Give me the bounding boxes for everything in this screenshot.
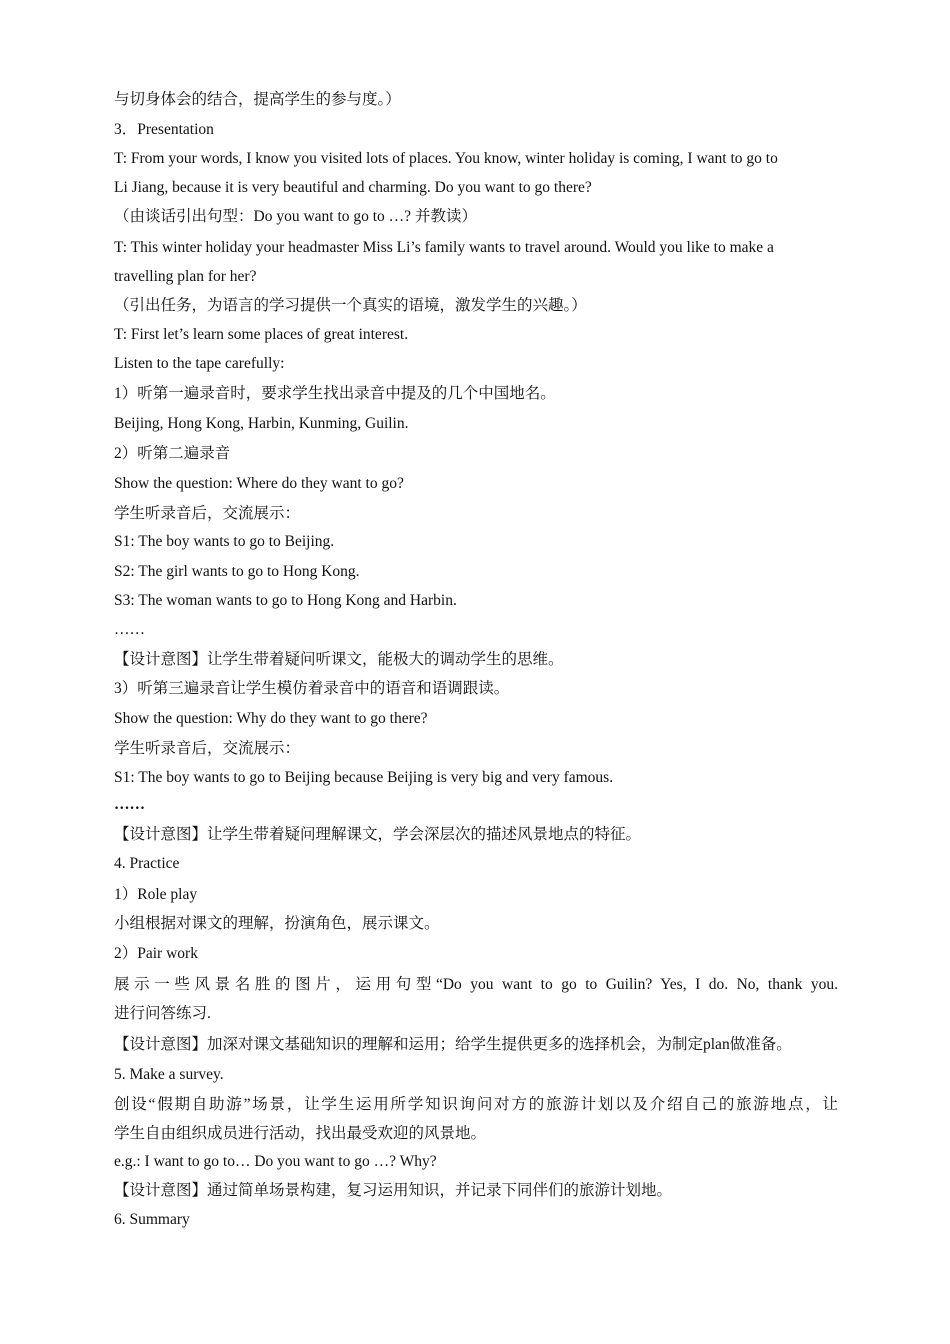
text-line: Show the question: Where do they want to go? bbox=[114, 475, 404, 492]
text-line: 2）听第二遍录音 bbox=[114, 445, 231, 462]
ellipsis-line: …… bbox=[114, 621, 145, 638]
section-heading-practice: 4. Practice bbox=[114, 855, 180, 872]
text-line: 学生自由组织成员进行活动，找出最受欢迎的风景地。 bbox=[114, 1125, 487, 1142]
text-line: T: First let’s learn some places of great interest. bbox=[114, 326, 409, 343]
text-line: S1: The boy wants to go to Beijing. bbox=[114, 533, 335, 550]
text-line: 展示一些风景名胜的图片，运用句型“Do you want to go to Guilin? Yes, I do. No, thank you. bbox=[114, 976, 838, 993]
text-line: 学生听录音后，交流展示： bbox=[114, 740, 301, 757]
design-intent-note: 【设计意图】加深对课文基础知识的理解和运用；给学生提供更多的选择机会，为制定plan做准备。 bbox=[114, 1036, 792, 1053]
text-line: （引出任务，为语言的学习提供一个真实的语境，激发学生的兴趣。） bbox=[114, 297, 587, 314]
text-line: T: This winter holiday your headmaster Miss Li’s family wants to travel around. Would you like to make a bbox=[114, 239, 774, 256]
text-line: Listen to the tape carefully: bbox=[114, 355, 285, 372]
design-intent-note: 【设计意图】让学生带着疑问听课文，能极大的调动学生的思维。 bbox=[114, 651, 564, 668]
text-line: 学生听录音后，交流展示： bbox=[114, 505, 301, 522]
section-heading-presentation: 3．Presentation bbox=[114, 121, 214, 138]
ellipsis-line: …… bbox=[114, 796, 145, 813]
text-line: 2）Pair work bbox=[114, 945, 198, 962]
design-intent-note: 【设计意图】通过简单场景构建，复习运用知识，并记录下同伴们的旅游计划地。 bbox=[114, 1182, 673, 1199]
text-line: Li Jiang, because it is very beautiful and charming. Do you want to go there? bbox=[114, 179, 592, 196]
text-line: 1）Role play bbox=[114, 886, 198, 903]
text-line: 3）听第三遍录音让学生模仿着录音中的语音和语调跟读。 bbox=[114, 680, 510, 697]
text-line: e.g.: I want to go to… Do you want to go …? Why? bbox=[114, 1153, 437, 1170]
text-line: travelling plan for her? bbox=[114, 268, 257, 285]
section-heading-survey: 5. Make a survey. bbox=[114, 1066, 224, 1083]
text-line: 小组根据对课文的理解，扮演角色，展示课文。 bbox=[114, 915, 440, 932]
text-line: 进行问答练习. bbox=[114, 1005, 211, 1022]
text-line: S3: The woman wants to go to Hong Kong and Harbin. bbox=[114, 592, 457, 609]
text-line: 创设“假期自助游”场景，让学生运用所学知识询问对方的旅游计划以及介绍自己的旅游地点，让 bbox=[114, 1096, 838, 1113]
text-line: （由谈话引出句型：Do you want to go to …? 并教读） bbox=[114, 208, 477, 225]
text-line: Show the question: Why do they want to go there? bbox=[114, 710, 428, 727]
section-heading-summary: 6. Summary bbox=[114, 1211, 190, 1228]
text-line: Beijing, Hong Kong, Harbin, Kunming, Guilin. bbox=[114, 415, 409, 432]
text-line: 与切身体会的结合，提高学生的参与度。） bbox=[114, 91, 401, 108]
text-line: 1）听第一遍录音时，要求学生找出录音中提及的几个中国地名。 bbox=[114, 385, 556, 402]
text-line: T: From your words, I know you visited lots of places. You know, winter holiday is coming, I want to go to bbox=[114, 150, 778, 167]
text-line: S2: The girl wants to go to Hong Kong. bbox=[114, 563, 360, 580]
text-line: S1: The boy wants to go to Beijing because Beijing is very big and very famous. bbox=[114, 769, 614, 786]
design-intent-note: 【设计意图】让学生带着疑问理解课文，学会深层次的描述风景地点的特征。 bbox=[114, 826, 642, 843]
